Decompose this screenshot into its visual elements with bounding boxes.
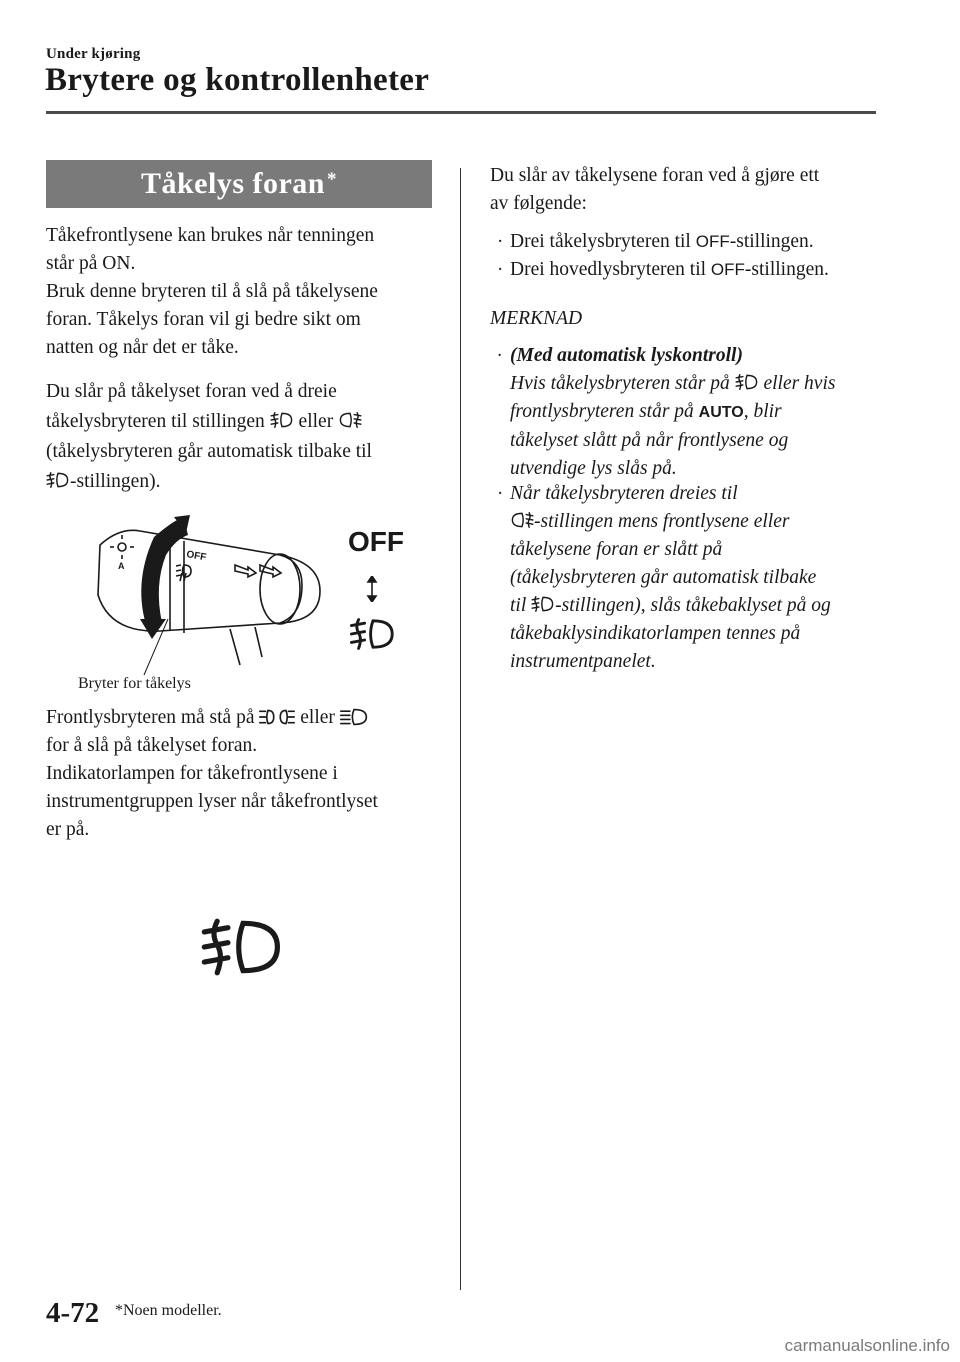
note-rear-fog bbox=[497, 480, 897, 676]
text-fragment: Drei hovedlysbryteren til bbox=[510, 259, 711, 280]
text-line: tåkelyset slått på når frontlysene og bbox=[510, 430, 789, 451]
text-fragment: -stillingen. bbox=[744, 259, 829, 280]
text-fragment: , blir bbox=[743, 401, 782, 422]
text-fragment: (Med automatisk lyskontroll) bbox=[510, 345, 743, 366]
text-line: er på. bbox=[46, 819, 90, 840]
front-fog-indicator-icon bbox=[200, 910, 286, 984]
text-line bbox=[497, 508, 897, 536]
text-fragment: frontlysbryteren står på bbox=[510, 401, 694, 422]
section-heading-asterisk: * bbox=[327, 169, 337, 190]
text-line: utvendige lys slås på. bbox=[510, 458, 677, 479]
text-fragment: Frontlysbryteren må stå på bbox=[46, 707, 255, 728]
headlight-icon bbox=[340, 707, 368, 727]
text-fragment: Når tåkelysbryteren dreies til bbox=[510, 483, 738, 504]
text-line: natten og når det er tåke. bbox=[46, 337, 239, 358]
text-fragment: Hvis tåkelysbryteren står på bbox=[510, 373, 730, 394]
front-fog-lamp-icon bbox=[349, 614, 397, 654]
headlight-requirement-paragraph bbox=[46, 704, 456, 844]
text-line: står på ON. bbox=[46, 253, 136, 274]
text-line: foran. Tåkelys foran vil gi bedre sikt om bbox=[46, 309, 361, 330]
text-fragment: -stillingen), slås tåkebaklyset på og bbox=[555, 595, 831, 616]
parking-lamp-icon bbox=[259, 707, 295, 727]
page-number: 4-72 bbox=[46, 1297, 100, 1329]
text-line: Tåkefrontlysene kan brukes når tenningen bbox=[46, 225, 375, 246]
off-tag: OFF bbox=[710, 260, 745, 279]
turn-on-paragraph bbox=[46, 378, 456, 496]
section-heading bbox=[46, 160, 432, 208]
list-item bbox=[497, 256, 897, 284]
text-line: tåkelysene foran er slått på bbox=[510, 539, 723, 560]
bullet-dot: · bbox=[497, 345, 502, 366]
turn-off-bullets bbox=[497, 228, 897, 284]
text-line: (tåkelysbryteren går automatisk tilbake til bbox=[46, 441, 372, 462]
footer-note: *Noen modeller. bbox=[115, 1302, 222, 1319]
text-line: for å slå på tåkelyset foran. bbox=[46, 735, 258, 756]
note-title bbox=[497, 342, 897, 370]
text-line: tåkebaklysindikatorlampen tennes på bbox=[510, 623, 801, 644]
front-fog-lamp-icon bbox=[270, 409, 294, 431]
bullet-dot: · bbox=[497, 483, 504, 504]
column-divider bbox=[460, 168, 461, 1290]
text-fragment: eller hvis bbox=[763, 373, 836, 394]
text-line bbox=[497, 398, 897, 427]
text-fragment: -stillingen mens frontlysene eller bbox=[534, 511, 790, 532]
off-tag: OFF bbox=[695, 232, 730, 251]
text-fragment: -stillingen. bbox=[729, 231, 814, 252]
switch-off-text: OFF bbox=[185, 549, 208, 564]
list-item bbox=[497, 228, 897, 256]
auto-tag: AUTO bbox=[698, 404, 744, 421]
note-label: MERKNAD bbox=[490, 308, 583, 329]
front-fog-lamp-icon bbox=[735, 371, 759, 393]
figure-caption: Bryter for tåkelys bbox=[78, 675, 191, 692]
rear-fog-lamp-icon bbox=[338, 409, 362, 431]
text-line bbox=[497, 370, 897, 398]
watermark: carmanualsonline.info bbox=[784, 1336, 950, 1355]
text-line: instrumentpanelet. bbox=[510, 651, 656, 672]
bullet-dot: · bbox=[497, 231, 504, 252]
rear-fog-lamp-icon bbox=[510, 509, 534, 531]
text-fragment: tåkelysbryteren til stillingen bbox=[46, 411, 265, 432]
intro-paragraph bbox=[46, 222, 446, 362]
text-line: Indikatorlampen for tåkefrontlysene i bbox=[46, 763, 338, 784]
svg-text:A: A bbox=[118, 561, 125, 571]
double-arrow-icon bbox=[366, 576, 378, 602]
text-line: av følgende: bbox=[490, 193, 587, 214]
text-line: (tåkelysbryteren går automatisk tilbake bbox=[510, 567, 817, 588]
text-line bbox=[497, 480, 897, 508]
off-label: OFF bbox=[348, 526, 404, 557]
section-heading-text: Tåkelys foran bbox=[140, 167, 325, 200]
turn-off-intro bbox=[490, 162, 890, 218]
front-fog-lamp-icon bbox=[531, 593, 555, 615]
bullet-dot: · bbox=[497, 259, 504, 280]
text-line bbox=[46, 408, 456, 436]
text-line: instrumentgruppen lyser når tåkefrontlyset bbox=[46, 791, 378, 812]
text-line: Bruk denne bryteren til å slå på tåkelysene bbox=[46, 281, 378, 302]
text-fragment: eller bbox=[298, 411, 334, 432]
text-line: Du slår på tåkelyset foran ved å dreie bbox=[46, 381, 337, 402]
text-fragment: -stillingen). bbox=[70, 471, 161, 492]
text-fragment: til bbox=[510, 595, 527, 616]
text-fragment: Drei tåkelysbryteren til bbox=[510, 231, 696, 252]
text-line bbox=[497, 592, 897, 620]
text-line bbox=[46, 704, 456, 732]
header-rule bbox=[46, 111, 876, 114]
text-line: Du slår av tåkelysene foran ved å gjøre ett bbox=[490, 165, 820, 186]
chapter-title: Brytere og kontrollenheter bbox=[45, 62, 430, 98]
text-line bbox=[46, 468, 456, 496]
note-auto-light bbox=[497, 342, 897, 483]
section-label: Under kjøring bbox=[46, 46, 141, 62]
text-fragment: eller bbox=[300, 707, 335, 728]
front-fog-lamp-icon bbox=[46, 469, 70, 491]
